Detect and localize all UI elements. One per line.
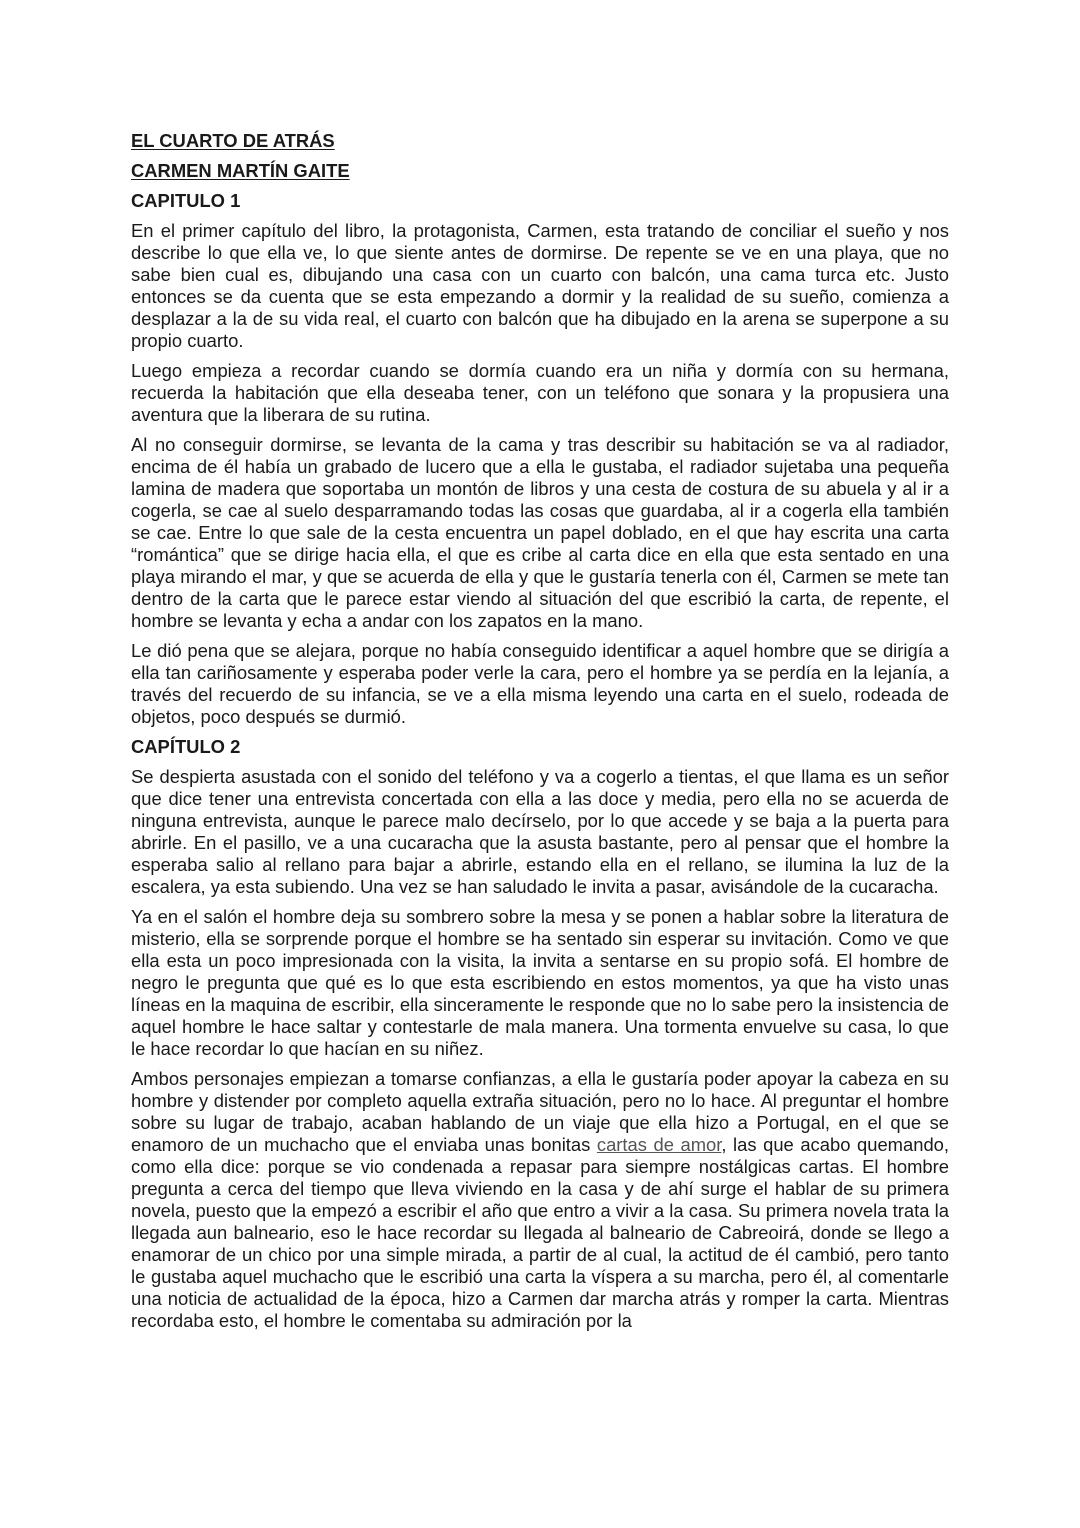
cartas-de-amor-link[interactable]: cartas de amor xyxy=(596,1134,722,1155)
document-page xyxy=(131,130,949,1340)
paragraph-text-before-link: Ambos personajes empiezan a tomarse confianzas, a ella le gustaría poder apoyar la cabeza en su hombre y distender por completo aquella extraña situación, pero no lo hace. Al preguntar el hombre sobre su lugar de trabajo, acaban hablando de un viaje que ella hizo a Portugal, en el que se enamoro de un muchacho que el enviaba unas bonitas xyxy=(131,1068,949,1155)
chapter-2-paragraph: Ya en el salón el hombre deja su sombrero sobre la mesa y se ponen a hablar sobre la literatura de misterio, ella se sorprende porque el hombre se ha sentado sin esperar su invitación. Como ve que ella esta un poco impresionada con la visita, la invita a sentarse en su propio sofá. El hombre de negro le pregunta que qué es lo que esta escribiendo en estos momentos, ya que ha visto unas líneas en la maquina de escribir, ella sinceramente le responde que no lo sabe pero la insistencia de aquel hombre le hace saltar y contestarle de mala manera. Una tormenta envuelve su casa, lo que le hace recordar lo que hacían en su niñez. xyxy=(131,906,949,1059)
chapter-1-paragraph: Al no conseguir dormirse, se levanta de la cama y tras describir su habitación se va al radiador, encima de él había un grabado de lucero que a ella le gustaba, el radiador sujetaba una pequeña lamina de madera que soportaba un montón de libros y una cesta de costura de su abuela y al ir a cogerla, se cae al suelo desparramando todas las cosas que guardaba, al ir a cogerla ella también se cae. Entre lo que sale de la cesta encuentra un papel doblado, en el que hay escrita una carta “romántica” que se dirige hacia ella, el que es cribe al carta dice en ella que esta sentado en una playa mirando el mar, y que se acuerda de ella y que le gustaría tenerla con él, Carmen se mete tan dentro de la carta que le parece estar viendo al situación del que escribió la carta, de repente, el hombre se levanta y echa a andar con los zapatos en la mano. xyxy=(131,434,949,631)
chapter-2-heading: CAPÍTULO 2 xyxy=(131,736,241,757)
chapter-1-paragraph: Le dió pena que se alejara, porque no había conseguido identificar a aquel hombre que se dirigía a ella tan cariñosamente y esperaba poder verle la cara, pero el hombre ya se perdía en la lejanía, a través del recuerdo de su infancia, se ve a ella misma leyendo una carta en el suelo, rodeada de objetos, poco después se durmió. xyxy=(131,640,949,727)
chapter-2-paragraph-with-link xyxy=(131,1068,949,1332)
paragraph-text-after-link: , las que acabo quemando, como ella dice: porque se vio condenada a repasar para siempre nostálgicas cartas. El hombre pregunta a cerca del tiempo que lleva viviendo en la casa y de ahí surge el hablar de su primera novela, puesto que la empezó a escribir el año que entro a vivir a la casa. Su primera novela trata la llegada aun balneario, eso le hace recordar su llegada al balneario de Cabreoirá, donde se llego a enamorar de un chico por una simple mirada, a partir de al cual, la actitud de él cambió, pero tanto le gustaba aquel muchacho que le escribió una carta la víspera a su marcha, pero él, al comentarle una noticia de actualidad de la época, hizo a Carmen dar marcha atrás y romper la carta. Mientras recordaba esto, el hombre le comentaba su admiración por la xyxy=(131,1134,950,1331)
document-author: CARMEN MARTÍN GAITE xyxy=(131,160,350,181)
document-title: EL CUARTO DE ATRÁS xyxy=(131,130,335,151)
chapter-1-paragraph: Luego empieza a recordar cuando se dormía cuando era un niña y dormía con su hermana, recuerda la habitación que ella deseaba tener, con un teléfono que sonara y la propusiera una aventura que la liberara de su rutina. xyxy=(131,360,949,425)
chapter-2-paragraph: Se despierta asustada con el sonido del teléfono y va a cogerlo a tientas, el que llama es un señor que dice tener una entrevista concertada con ella a las doce y media, pero ella no se acuerda de ninguna entrevista, aunque le parece malo decírselo, por lo que accede y se baja a la puerta para abrirle. En el pasillo, ve a una cucaracha que la asusta bastante, pero al pensar que el hombre la esperaba salio al rellano para bajar a abrirle, estando ella en el rellano, se ilumina la luz de la escalera, ya esta subiendo. Una vez se han saludado le invita a pasar, avisándole de la cucaracha. xyxy=(131,766,949,897)
chapter-1-heading: CAPITULO 1 xyxy=(131,190,241,211)
chapter-1-paragraph: En el primer capítulo del libro, la protagonista, Carmen, esta tratando de conciliar el sueño y nos describe lo que ella ve, lo que siente antes de dormirse. De repente se ve en una playa, que no sabe bien cual es, dibujando una casa con un cuarto con balcón, una cama turca etc. Justo entonces se da cuenta que se esta empezando a dormir y la realidad de su sueño, comienza a desplazar a la de su vida real, el cuarto con balcón que ha dibujado en la arena se superpone a su propio cuarto. xyxy=(131,220,949,351)
